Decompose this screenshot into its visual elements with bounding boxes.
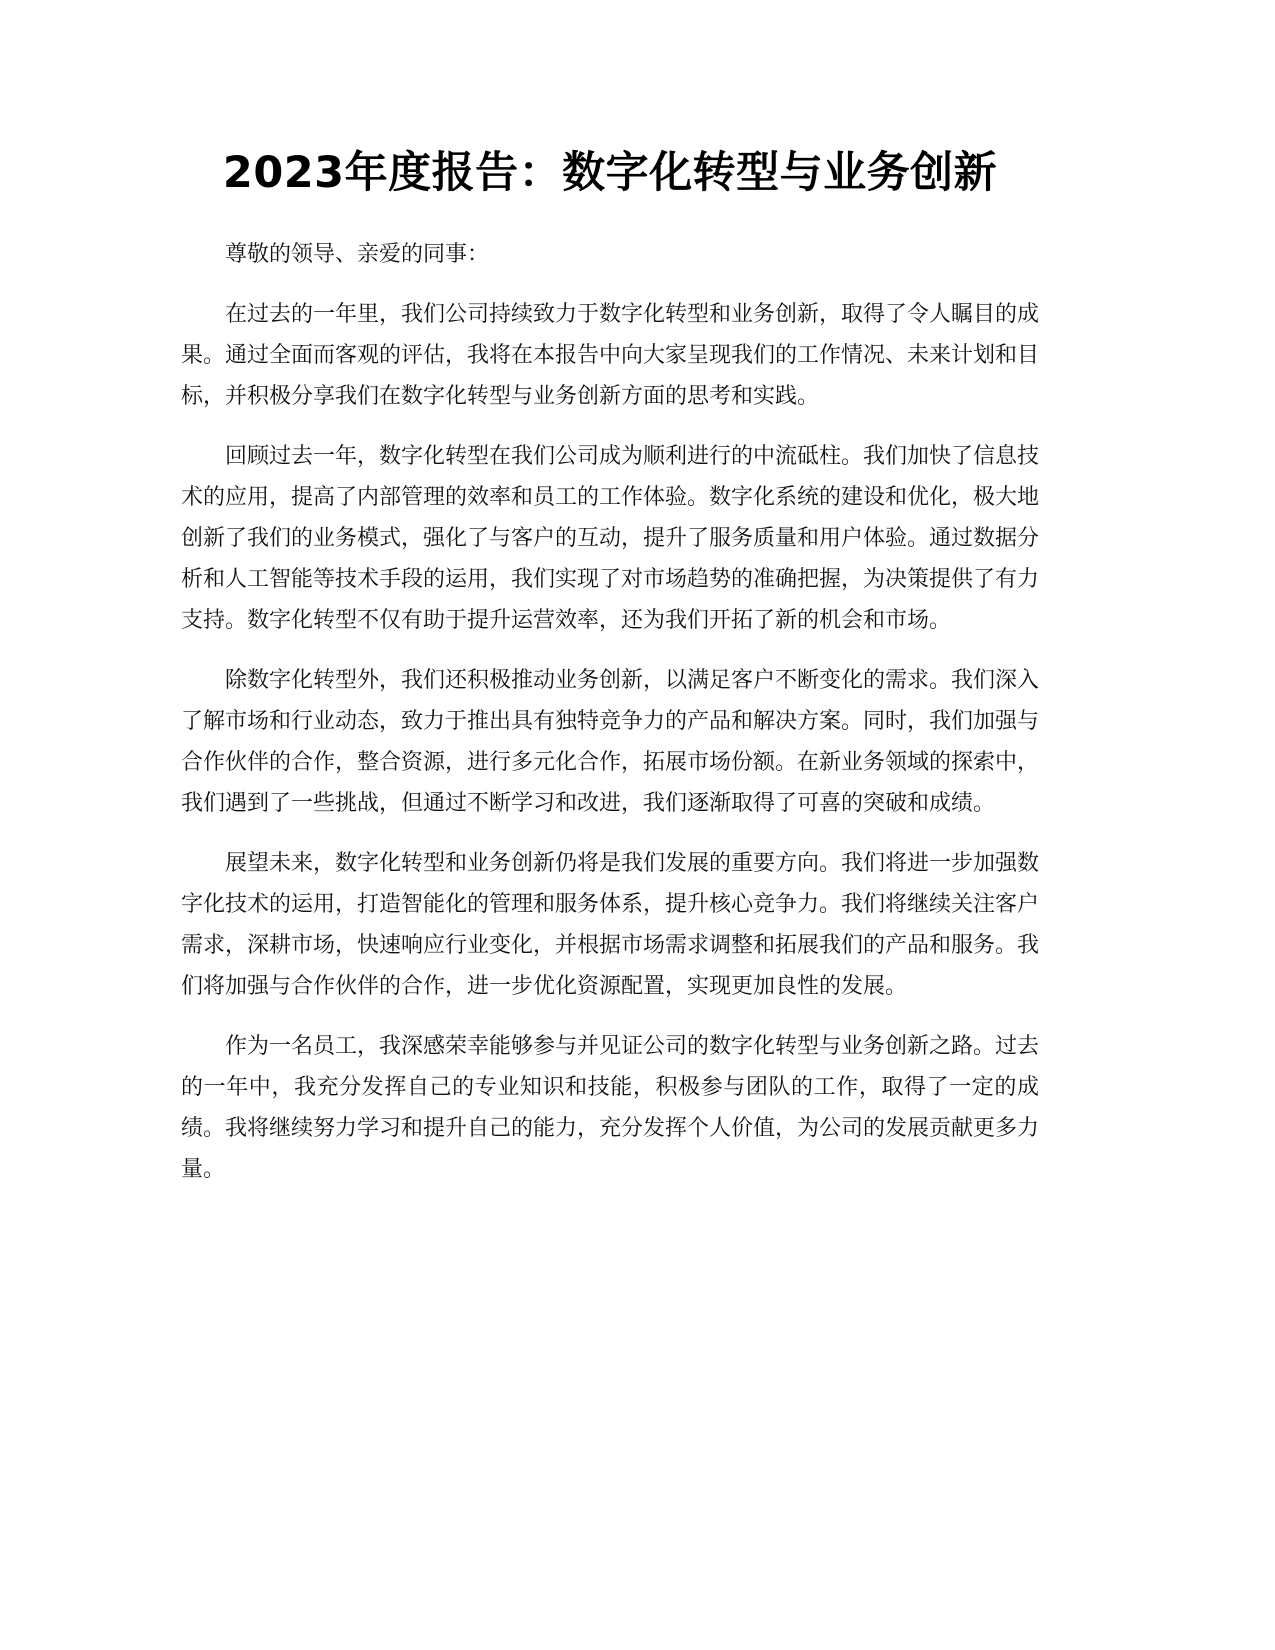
salutation-paragraph: 尊敬的领导、亲爱的同事： [225,242,490,267]
body-paragraph: 除数字化转型外，我们还积极推动业务创新，以满足客户不断变化的需求。我们深入了解市场和行业动态，致力于推出具有独特竞争力的产品和解决方案。同时，我们加强与合作伙伴的合作，整合资源，进行多元化合作，拓展市场份额。在新业务领域的探索中，我们遇到了一些挑战，但通过不断学习和改进，我们逐渐取得了可喜的突破和成绩。 [181,668,1040,816]
body-paragraph: 展望未来，数字化转型和业务创新仍将是我们发展的重要方向。我们将进一步加强数字化技术的运用，打造智能化的管理和服务体系，提升核心竞争力。我们将继续关注客户需求，深耕市场，快速响应行业变化，并根据市场需求调整和拓展我们的产品和服务。我们将加强与合作伙伴的合作，进一步优化资源配置，实现更加良性的发展。 [181,851,1040,999]
document-title: 2023年度报告：数字化转型与业务创新 [222,148,998,198]
body-paragraph: 回顾过去一年，数字化转型在我们公司成为顺利进行的中流砥柱。我们加快了信息技术的应用，提高了内部管理的效率和员工的工作体验。数字化系统的建设和优化，极大地创新了我们的业务模式，强化了与客户的互动，提升了服务质量和用户体验。通过数据分析和人工智能等技术手段的运用，我们实现了对市场趋势的准确把握，为决策提供了有力支持。数字化转型不仅有助于提升运营效率，还为我们开拓了新的机会和市场。 [181,444,1040,633]
body-paragraph: 作为一名员工，我深感荣幸能够参与并见证公司的数字化转型与业务创新之路。过去的一年中，我充分发挥自己的专业知识和技能，积极参与团队的工作，取得了一定的成绩。我将继续努力学习和提升自己的能力，充分发挥个人价值，为公司的发展贡献更多力量。 [181,1034,1040,1182]
body-paragraph: 在过去的一年里，我们公司持续致力于数字化转型和业务创新，取得了令人瞩目的成果。通过全面而客观的评估，我将在本报告中向大家呈现我们的工作情况、未来计划和目标，并积极分享我们在数字化转型与业务创新方面的思考和实践。 [181,302,1040,409]
document-content [181,142,1039,1209]
document-body [181,234,1039,1190]
